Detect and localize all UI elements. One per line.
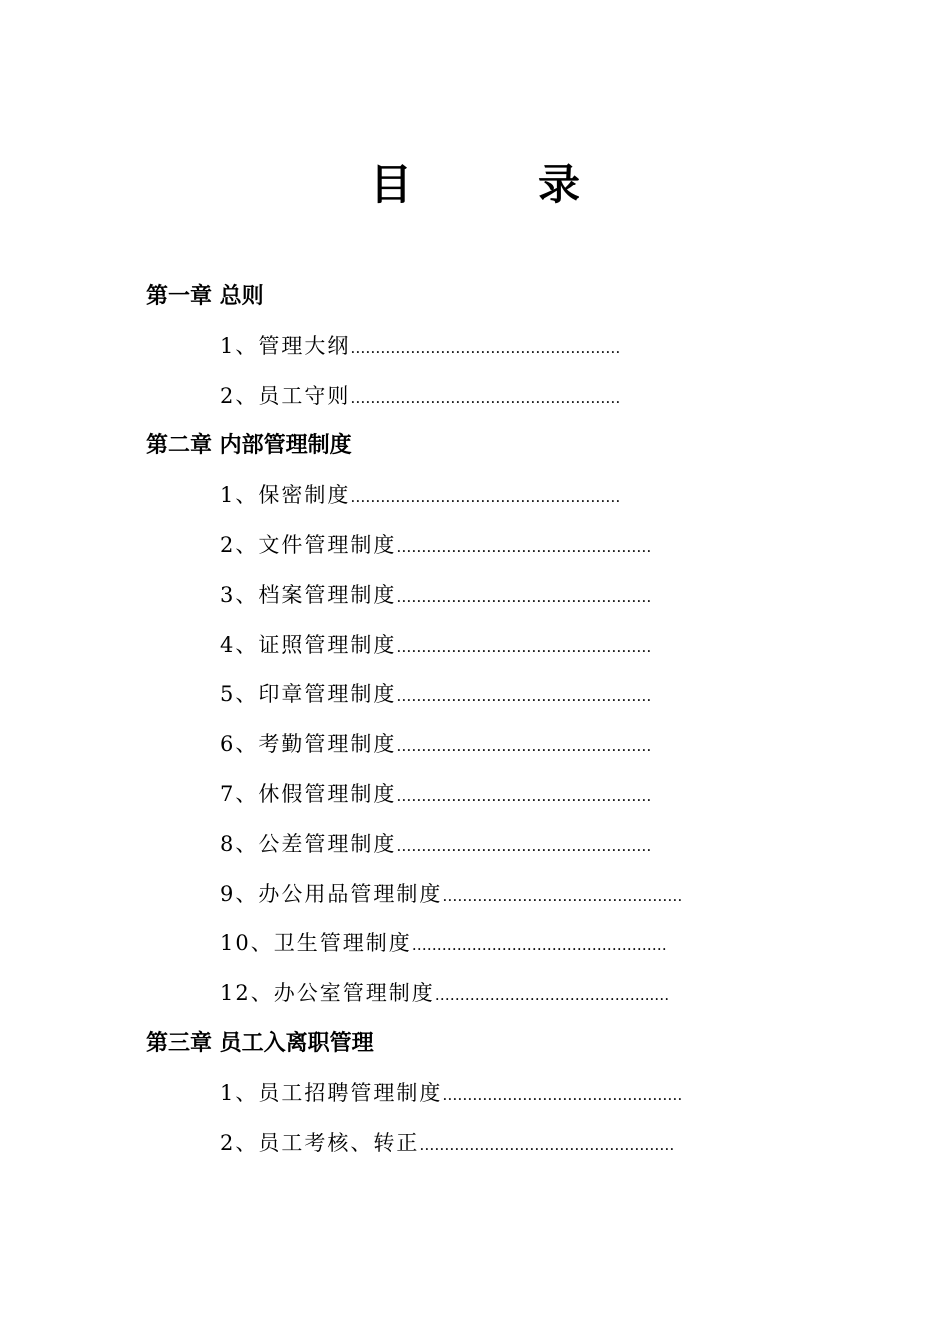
toc-entry-label: 2、文件管理制度 xyxy=(220,532,397,557)
toc-entry[interactable] xyxy=(0,870,950,920)
toc-entry[interactable] xyxy=(0,1119,950,1169)
toc-entry[interactable] xyxy=(0,571,950,621)
toc-leader-dots: …………………………………………… xyxy=(396,737,652,756)
toc-entry-label: 3、档案管理制度 xyxy=(220,582,397,607)
toc-chapter-label: 第三章 员工入离职管理 xyxy=(146,1029,374,1056)
toc-entry-label: 6、考勤管理制度 xyxy=(220,732,397,757)
toc-entry-label: 5、印章管理制度 xyxy=(220,682,397,707)
toc-leader-dots: …………………………………………… xyxy=(396,637,652,656)
toc-list xyxy=(0,272,950,1168)
toc-entry[interactable] xyxy=(0,969,950,1019)
toc-entry-label: 8、公差管理制度 xyxy=(220,831,397,856)
toc-entry-label: 1、员工招聘管理制度 xyxy=(220,1080,443,1105)
toc-chapter[interactable] xyxy=(0,1019,950,1069)
toc-leader-dots: …………………………………………… xyxy=(411,936,667,955)
toc-entry-label: 7、休假管理制度 xyxy=(220,781,397,806)
toc-entry[interactable] xyxy=(0,820,950,870)
toc-entry-label: 9、办公用品管理制度 xyxy=(220,881,443,906)
toc-entry[interactable] xyxy=(0,919,950,969)
toc-leader-dots: …………………………………………… xyxy=(396,687,652,706)
toc-entry-label: 2、员工守则 xyxy=(220,383,351,408)
toc-leader-dots: ……………………………………………… xyxy=(350,388,621,407)
toc-entry[interactable] xyxy=(0,770,950,820)
toc-chapter-label: 第二章 内部管理制度 xyxy=(146,432,352,459)
toc-leader-dots: …………………………………………… xyxy=(396,537,652,556)
toc-leader-dots: …………………………………………… xyxy=(396,587,652,606)
toc-entry-label: 1、管理大纲 xyxy=(220,333,351,358)
toc-entry[interactable] xyxy=(0,372,950,422)
toc-entry[interactable] xyxy=(0,322,950,372)
toc-chapter-label: 第一章 总则 xyxy=(146,283,264,309)
toc-entry[interactable] xyxy=(0,720,950,770)
toc-leader-dots: ……………………………………..… xyxy=(434,986,670,1005)
toc-entry-label: 10、卫生管理制度 xyxy=(220,931,412,956)
toc-leader-dots: ……………………………………………… xyxy=(350,338,621,357)
toc-entry[interactable] xyxy=(0,471,950,521)
toc-entry[interactable] xyxy=(0,621,950,671)
toc-title: 目 录 xyxy=(369,160,580,209)
toc-entry-label: 4、证照管理制度 xyxy=(220,632,397,657)
toc-entry-label: 12、办公室管理制度 xyxy=(220,981,435,1006)
toc-entry-label: 1、保密制度 xyxy=(220,483,351,508)
toc-leader-dots: …………………………………………… xyxy=(396,836,652,855)
toc-entry[interactable] xyxy=(0,1069,950,1119)
toc-leader-dots: …………………………………………… xyxy=(396,786,652,805)
toc-entry[interactable] xyxy=(0,521,950,571)
toc-leader-dots: ……………………………………………… xyxy=(350,488,621,507)
toc-entry[interactable] xyxy=(0,670,950,720)
toc-leader-dots: …………………………………………… xyxy=(419,1135,675,1154)
toc-chapter[interactable] xyxy=(0,272,950,322)
toc-leader-dots: ………………………………………… xyxy=(442,886,683,905)
toc-entry-label: 2、员工考核、转正 xyxy=(220,1130,420,1155)
toc-chapter[interactable] xyxy=(0,421,950,471)
toc-leader-dots: ………………………………………… xyxy=(442,1085,683,1104)
